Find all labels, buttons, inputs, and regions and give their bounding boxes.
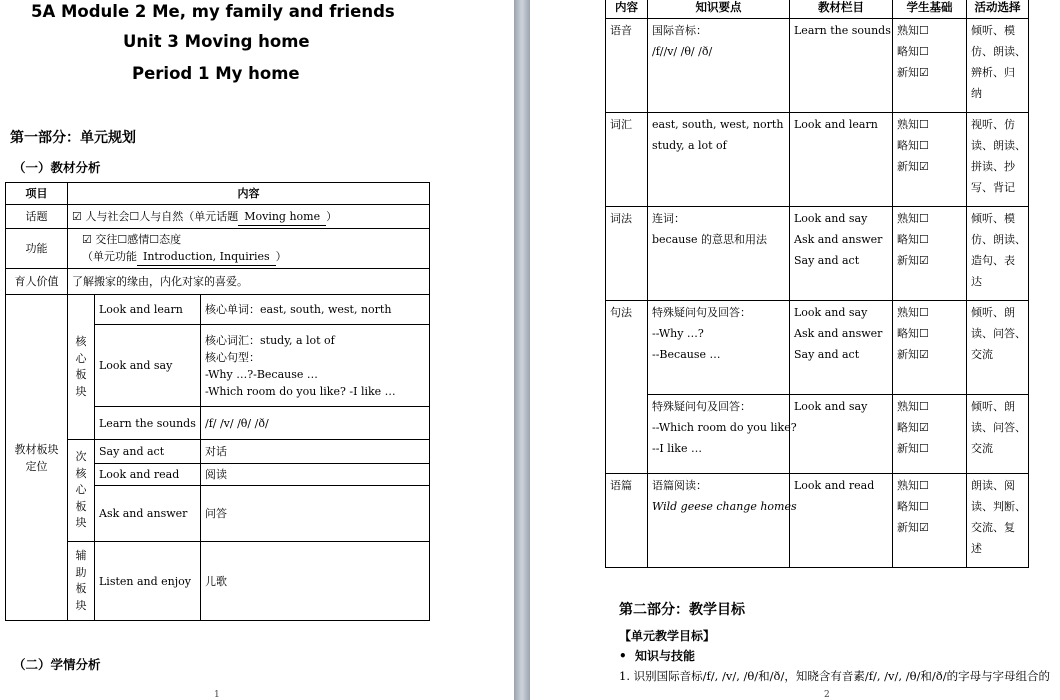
- header-category: 内容: [606, 0, 648, 19]
- header-item: 项目: [6, 183, 68, 205]
- content-say-and-act: 对话: [201, 440, 430, 464]
- material-analysis-table: [5, 182, 430, 621]
- bullet-icon: •: [619, 649, 636, 663]
- points-phonetics: 国际音标： /f//v/ /θ/ /ð/: [648, 19, 790, 113]
- points-morphology: 连词： because 的意思和用法: [648, 207, 790, 301]
- topic-label: 话题: [6, 205, 68, 229]
- topic-content: ☑ 人与社会☐人与自然（单元话题 Moving home ）: [68, 205, 430, 229]
- activity-syntax-why: 倾听、朗 读、问答、 交流: [967, 301, 1029, 395]
- section-say-and-act: Say and act: [95, 440, 201, 464]
- sections-syntax-why: Look and say Ask and answer Say and act: [790, 301, 893, 395]
- content-look-and-learn: 核心单词：east, south, west, north: [201, 295, 430, 325]
- section2-heading: （二）学情分析: [13, 657, 101, 672]
- points-syntax-which: 特殊疑问句及回答： --Which room do you like? --I like …: [648, 395, 790, 474]
- base-vocabulary: 熟知☐ 略知☐ 新知☑: [893, 113, 967, 207]
- base-phonetics: 熟知☐ 略知☐ 新知☑: [893, 19, 967, 113]
- category-syntax: 句法: [606, 301, 648, 474]
- content-learn-the-sounds: /f/ /v/ /θ/ /ð/: [201, 407, 430, 440]
- content-look-and-read: 阅读: [201, 464, 430, 486]
- blocks-label: 教材板块定位: [6, 295, 68, 621]
- section-ask-and-answer: Ask and answer: [95, 486, 201, 542]
- points-discourse: 语篇阅读： Wild geese change homes: [648, 474, 790, 568]
- value-content: 了解搬家的缘由，内化对家的喜爱。: [68, 269, 430, 295]
- category-morphology: 词法: [606, 207, 648, 301]
- topic-value: Moving home: [238, 208, 326, 226]
- sections-morphology: Look and say Ask and answer Say and act: [790, 207, 893, 301]
- page-gutter: [514, 0, 530, 700]
- base-discourse: 熟知☐ 略知☐ 新知☑: [893, 474, 967, 568]
- sub-core-block-label: 次核心板块: [68, 440, 95, 542]
- category-vocabulary: 词汇: [606, 113, 648, 207]
- doc-title-module: 5A Module 2 Me, my family and friends: [31, 2, 395, 21]
- knowledge-skills-heading: • 知识与技能: [619, 649, 696, 663]
- part1-heading: 第一部分：单元规划: [10, 130, 136, 146]
- sections-syntax-which: Look and say: [790, 395, 893, 474]
- doc-title-period: Period 1 My home: [132, 64, 300, 83]
- content-listen-and-enjoy: 儿歌: [201, 542, 430, 621]
- function-label: 功能: [6, 229, 68, 269]
- header-activity: 活动选择: [967, 0, 1029, 19]
- base-syntax-which: 熟知☐ 略知☑ 新知☐: [893, 395, 967, 474]
- unit-goal-heading: 【单元教学目标】: [619, 629, 716, 643]
- function-value: Introduction, Inquiries: [137, 248, 276, 266]
- sections-discourse: Look and read: [790, 474, 893, 568]
- activity-morphology: 倾听、模 仿、朗读、 造句、表 达: [967, 207, 1029, 301]
- activity-phonetics: 倾听、模 仿、朗读、 辨析、归 纳: [967, 19, 1029, 113]
- knowledge-points-table: [605, 0, 1029, 568]
- section-look-and-say: Look and say: [95, 325, 201, 407]
- core-block-label: 核心板块: [68, 295, 95, 440]
- section1-heading: （一）教材分析: [13, 160, 101, 175]
- header-points: 知识要点: [648, 0, 790, 19]
- sections-phonetics: Learn the sounds: [790, 19, 893, 113]
- page-number-right: 2: [824, 690, 830, 700]
- section-listen-and-enjoy: Listen and enjoy: [95, 542, 201, 621]
- value-label: 育人价值: [6, 269, 68, 295]
- section-learn-the-sounds: Learn the sounds: [95, 407, 201, 440]
- sections-vocabulary: Look and learn: [790, 113, 893, 207]
- header-sections: 教材栏目: [790, 0, 893, 19]
- activity-syntax-which: 倾听、朗 读、问答、 交流: [967, 395, 1029, 474]
- page-number-left: 1: [214, 690, 220, 700]
- aux-block-label: 辅助板块: [68, 542, 95, 621]
- part2-heading: 第二部分：教学目标: [619, 602, 745, 618]
- category-discourse: 语篇: [606, 474, 648, 568]
- category-phonetics: 语音: [606, 19, 648, 113]
- base-morphology: 熟知☐ 略知☐ 新知☑: [893, 207, 967, 301]
- function-content: ☑ 交往☐感情☐态度 （单元功能 Introduction, Inquiries ）: [68, 229, 430, 269]
- doc-title-unit: Unit 3 Moving home: [123, 32, 310, 51]
- section-look-and-read: Look and read: [95, 464, 201, 486]
- section-look-and-learn: Look and learn: [95, 295, 201, 325]
- document-page-left: [0, 0, 514, 700]
- points-vocabulary: east, south, west, north study, a lot of: [648, 113, 790, 207]
- header-content: 内容: [68, 183, 430, 205]
- header-base: 学生基础: [893, 0, 967, 19]
- activity-vocabulary: 视听、仿 读、朗读、 拼读、抄 写、背记: [967, 113, 1029, 207]
- document-page-right: [530, 0, 1060, 700]
- content-look-and-say: 核心词汇：study, a lot of 核心句型： -Why …?-Because … -Which room do you like? -I like …: [201, 325, 430, 407]
- goal-1-text: 1. 识别国际音标/f/, /v/, /θ/和/ð/，知晓含有音素/f/, /v/, /θ/和/ð/的字母与字母组合的: [619, 669, 1051, 683]
- content-ask-and-answer: 问答: [201, 486, 430, 542]
- points-syntax-why: 特殊疑问句及回答： --Why …? --Because …: [648, 301, 790, 395]
- base-syntax-why: 熟知☐ 略知☐ 新知☑: [893, 301, 967, 395]
- activity-discourse: 朗读、阅 读、判断、 交流、复 述: [967, 474, 1029, 568]
